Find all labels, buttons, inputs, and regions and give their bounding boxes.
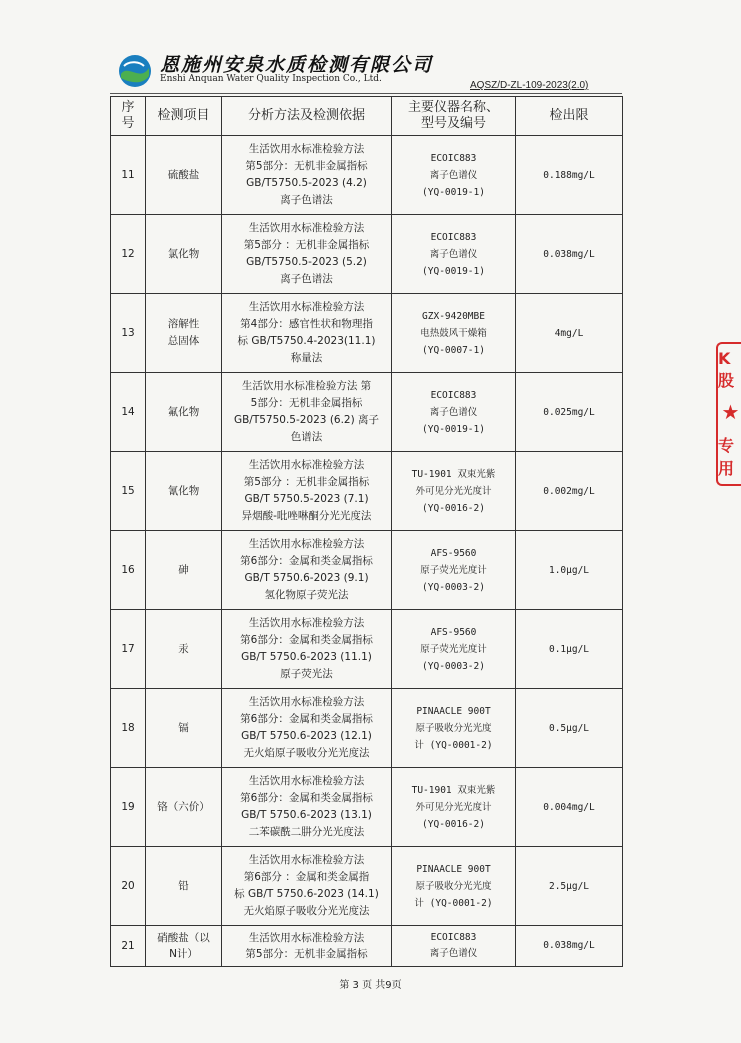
detection-limit-cell: 0.038mg/L <box>516 215 623 294</box>
instrument-cell: AFS-9560 原子荧光光度计 (YQ-0003-2) <box>392 531 516 610</box>
test-item-cell: 氯化物 <box>146 215 222 294</box>
method-cell: 生活饮用水标准检验方法 第6部分 ：金属和类金属指 标 GB/T 5750.6-2023 (14.1) 无火焰原子吸收分光光度法 <box>222 847 392 926</box>
stamp-text-top: K股 <box>718 349 735 391</box>
instrument-cell: ECOIC883 离子色谱仪 (YQ-0019-1) <box>392 136 516 215</box>
row-number-cell: 18 <box>111 689 146 768</box>
instrument-cell: ECOIC883 离子色谱仪 <box>392 926 516 967</box>
method-cell: 生活饮用水标准检验方法 第5部分：无机非金属指标 <box>222 926 392 967</box>
row-number-cell: 12 <box>111 215 146 294</box>
method-cell: 生活饮用水标准检验方法 第 5部分：无机非金属指标 GB/T5750.5-2023 (6.2) 离子 色谱法 <box>222 373 392 452</box>
method-cell: 生活饮用水标准检验方法 第4部分：感官性状和物理指 标 GB/T5750.4-2023(11.1) 称量法 <box>222 294 392 373</box>
column-header-limit: 检出限 <box>516 97 623 136</box>
table-row <box>111 452 623 531</box>
table-row <box>111 610 623 689</box>
instrument-cell: GZX-9420MBE 电热鼓风干燥箱 (YQ-0007-1) <box>392 294 516 373</box>
table-row <box>111 373 623 452</box>
row-number-cell: 13 <box>111 294 146 373</box>
company-name-en: Enshi Anquan Water Quality Inspection Co., Ltd. <box>160 74 382 84</box>
row-number-cell: 11 <box>111 136 146 215</box>
method-cell: 生活饮用水标准检验方法 第6部分：金属和类金属指标 GB/T 5750.6-2023 (9.1) 氢化物原子荧光法 <box>222 531 392 610</box>
instrument-cell: TU-1901 双束光紫 外可见分光光度计 (YQ-0016-2) <box>392 452 516 531</box>
detection-limit-cell: 0.004mg/L <box>516 768 623 847</box>
document-number: AQSZ/D-ZL-109-2023(2.0) <box>470 80 589 91</box>
test-item-cell: 汞 <box>146 610 222 689</box>
row-number-cell: 19 <box>111 768 146 847</box>
test-item-cell: 硫酸盐 <box>146 136 222 215</box>
method-cell: 生活饮用水标准检验方法 第5部分 ：无机非金属指标 GB/T 5750.5-2023 (7.1) 异烟酸-吡唑啉酮分光光度法 <box>222 452 392 531</box>
detection-limit-cell: 0.1μg/L <box>516 610 623 689</box>
table-row <box>111 531 623 610</box>
table-row <box>111 768 623 847</box>
detection-limit-cell: 4mg/L <box>516 294 623 373</box>
column-header-method: 分析方法及检测依据 <box>222 97 392 136</box>
instrument-cell: ECOIC883 离子色谱仪 (YQ-0019-1) <box>392 215 516 294</box>
row-number-cell: 16 <box>111 531 146 610</box>
test-item-cell: 溶解性 总固体 <box>146 294 222 373</box>
test-item-cell: 铅 <box>146 847 222 926</box>
column-header-instrument: 主要仪器名称、 型号及编号 <box>392 97 516 136</box>
header-divider <box>110 93 622 94</box>
table-row <box>111 215 623 294</box>
detection-limit-cell: 0.038mg/L <box>516 926 623 967</box>
detection-limit-cell: 2.5μg/L <box>516 847 623 926</box>
stamp-text-bottom: 专用 <box>718 435 735 478</box>
instrument-cell: PINAACLE 900T 原子吸收分光光度 计 (YQ-0001-2) <box>392 689 516 768</box>
test-item-cell: 硝酸盐（以 N计） <box>146 926 222 967</box>
instrument-cell: PINAACLE 900T 原子吸收分光光度 计 (YQ-0001-2) <box>392 847 516 926</box>
instrument-cell: TU-1901 双束光紫 外可见分光光度计 (YQ-0016-2) <box>392 768 516 847</box>
column-header-item: 检测项目 <box>146 97 222 136</box>
test-item-cell: 铬（六价） <box>146 768 222 847</box>
method-cell: 生活饮用水标准检验方法 第6部分：金属和类金属指标 GB/T 5750.6-2023 (12.1) 无火焰原子吸收分光光度法 <box>222 689 392 768</box>
method-cell: 生活饮用水标准检验方法 第5部分 ：无机非金属指标 GB/T5750.5-2023 (5.2) 离子色谱法 <box>222 215 392 294</box>
row-number-cell: 14 <box>111 373 146 452</box>
test-item-cell: 砷 <box>146 531 222 610</box>
table-row <box>111 294 623 373</box>
row-number-cell: 15 <box>111 452 146 531</box>
test-item-cell: 氰化物 <box>146 452 222 531</box>
table-row <box>111 136 623 215</box>
star-icon: ★ <box>721 399 740 424</box>
method-cell: 生活饮用水标准检验方法 第6部分：金属和类金属指标 GB/T 5750.6-2023 (13.1) 二苯碳酰二肼分光光度法 <box>222 768 392 847</box>
detection-limit-cell: 0.5μg/L <box>516 689 623 768</box>
table-row <box>111 926 623 967</box>
method-cell: 生活饮用水标准检验方法 第6部分：金属和类金属指标 GB/T 5750.6-2023 (11.1) 原子荧光法 <box>222 610 392 689</box>
company-name-cn: 恩施州安泉水质检测有限公司 <box>160 54 434 76</box>
table-row <box>111 689 623 768</box>
page-number: 第 3 页 共9页 <box>339 980 402 991</box>
detection-limit-cell: 0.025mg/L <box>516 373 623 452</box>
detection-limit-cell: 0.002mg/L <box>516 452 623 531</box>
row-number-cell: 17 <box>111 610 146 689</box>
test-item-cell: 镉 <box>146 689 222 768</box>
inspection-method-table <box>110 96 623 967</box>
instrument-cell: ECOIC883 离子色谱仪 (YQ-0019-1) <box>392 373 516 452</box>
test-item-cell: 氟化物 <box>146 373 222 452</box>
row-number-cell: 20 <box>111 847 146 926</box>
detection-limit-cell: 1.0μg/L <box>516 531 623 610</box>
column-header-no: 序 号 <box>111 97 146 136</box>
detection-limit-cell: 0.188mg/L <box>516 136 623 215</box>
official-seal-stamp <box>716 342 741 486</box>
instrument-cell: AFS-9560 原子荧光光度计 (YQ-0003-2) <box>392 610 516 689</box>
table-header-row <box>111 97 623 136</box>
method-cell: 生活饮用水标准检验方法 第5部分：无机非金属指标 GB/T5750.5-2023 (4.2) 离子色谱法 <box>222 136 392 215</box>
table-row <box>111 847 623 926</box>
company-logo-icon <box>118 54 152 88</box>
row-number-cell: 21 <box>111 926 146 967</box>
